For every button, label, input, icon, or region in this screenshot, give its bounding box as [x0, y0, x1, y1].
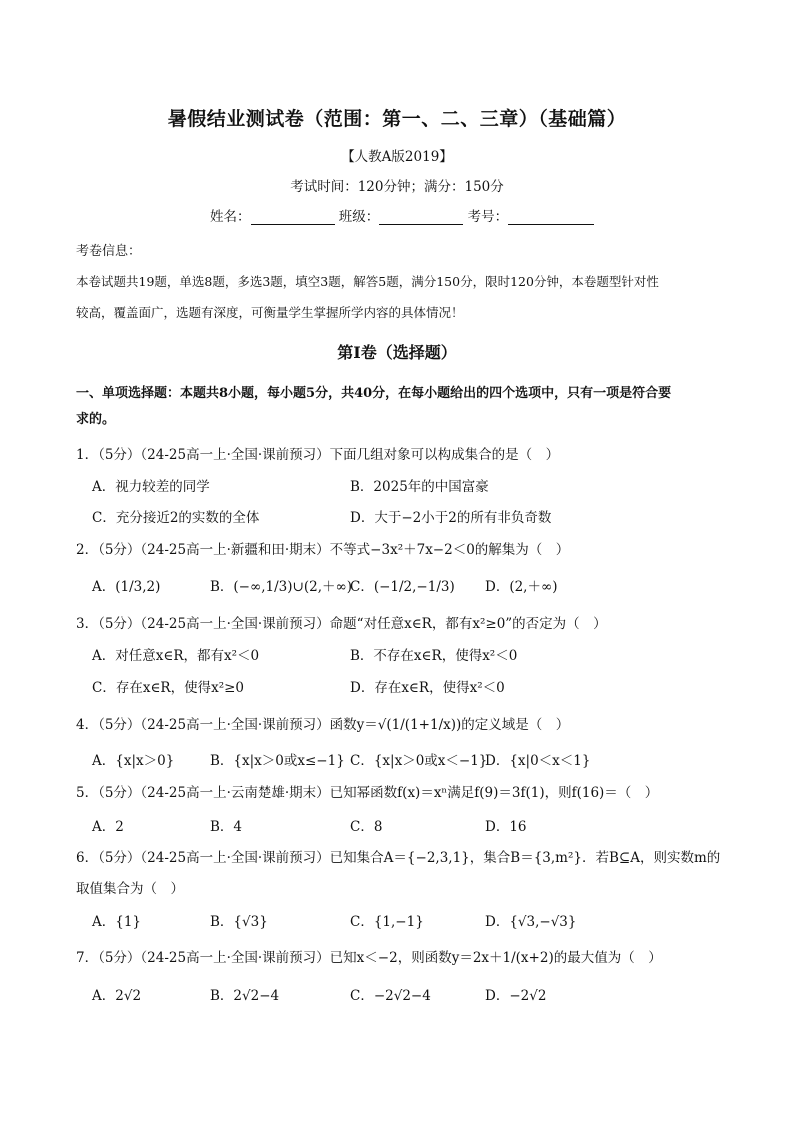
question-4-option-b[interactable]: B．{x|x＞0或x≤−1} — [210, 753, 345, 769]
question-7-option-a[interactable]: A．2√2 — [92, 988, 142, 1004]
class-blank[interactable] — [379, 208, 463, 225]
question-5-stem: 5．（5分）（24-25高一上·云南楚雄·期末）已知幂函数f(x)＝xⁿ满足f(9)＝3f(1)，则f(16)＝（ ） — [76, 785, 659, 801]
id-blank[interactable] — [508, 208, 594, 225]
question-4-option-a[interactable]: A．{x|x＞0} — [92, 753, 175, 769]
question-6-stem-continued: 取值集合为（ ） — [76, 881, 184, 897]
question-5-option-c[interactable]: C．8 — [350, 819, 383, 835]
part-instructions-line-2: 求的。 — [76, 412, 116, 427]
question-1-stem: 1．（5分）（24-25高一上·全国·课前预习）下面几组对象可以构成集合的是（ ） — [76, 447, 560, 463]
question-2-option-a[interactable]: A．(1/3,2) — [92, 579, 161, 595]
question-3-option-d[interactable]: D．存在x∈R，使得x²＜0 — [350, 680, 505, 696]
name-blank[interactable] — [251, 208, 335, 225]
question-4-option-c[interactable]: C．{x|x＞0或x＜−1} — [350, 753, 488, 769]
question-7-option-d[interactable]: D．−2√2 — [485, 988, 547, 1004]
question-1-option-b[interactable]: B．2025年的中国富豪 — [350, 479, 489, 495]
info-line-1: 本卷试题共19题，单选8题，多选3题，填空3题，解答5题，满分150分，限时120分钟，本卷题型针对性 — [76, 274, 659, 289]
question-7-option-c[interactable]: C．−2√2−4 — [350, 988, 431, 1004]
info-label: 考卷信息： — [76, 244, 142, 259]
question-1-option-c[interactable]: C．充分接近2的实数的全体 — [92, 510, 260, 526]
id-label: 考号： — [467, 209, 509, 225]
question-2-stem: 2．（5分）（24-25高一上·新疆和田·期末）不等式−3x²＋7x−2＜0的解集为（ ） — [76, 542, 570, 558]
exam-title: 暑假结业测试卷（范围：第一、二、三章）（基础篇） — [167, 108, 627, 130]
edition-label: 【人教A版2019】 — [341, 149, 453, 165]
question-3-stem: 3．（5分）（24-25高一上·全国·课前预习）命题“对任意x∈R，都有x²≥0”的否定为（ ） — [76, 616, 607, 632]
question-1-option-a[interactable]: A．视力较差的同学 — [92, 479, 210, 495]
question-7-option-b[interactable]: B．2√2−4 — [210, 988, 280, 1004]
question-4-option-d[interactable]: D．{x|0＜x＜1} — [485, 753, 591, 769]
question-1-option-d[interactable]: D．大于−2小于2的所有非负奇数 — [350, 510, 552, 526]
question-6-option-a[interactable]: A．{1} — [92, 914, 142, 930]
question-6-option-c[interactable]: C．{1,−1} — [350, 914, 424, 930]
section-title: 第Ⅰ卷（选择题） — [337, 343, 457, 362]
question-6-stem: 6．（5分）（24-25高一上·全国·课前预习）已知集合A＝{−2,3,1}，集合B＝{3,m²}．若B⊆A，则实数m的 — [76, 850, 721, 866]
question-7-stem: 7．（5分）（24-25高一上·全国·课前预习）已知x＜−2，则函数y＝2x＋1/(x+2)的最大值为（ ） — [76, 950, 662, 966]
question-4-stem: 4．（5分）（24-25高一上·全国·课前预习）函数y＝√(1/(1+1/x))的定义域是（ ） — [76, 717, 570, 733]
info-line-2: 较高，覆盖面广，选题有深度，可衡量学生掌握所学内容的具体情况！ — [76, 305, 464, 320]
question-2-option-b[interactable]: B．(−∞,1/3)∪(2,＋∞) — [210, 579, 353, 595]
class-label: 班级： — [338, 209, 380, 225]
question-3-option-c[interactable]: C．存在x∈R，使得x²≥0 — [92, 680, 245, 696]
name-label: 姓名： — [210, 209, 251, 225]
question-2-option-d[interactable]: D．(2,＋∞) — [485, 579, 558, 595]
question-6-option-d[interactable]: D．{√3,−√3} — [485, 914, 577, 930]
question-3-option-b[interactable]: B．不存在x∈R，使得x²＜0 — [350, 648, 518, 664]
question-5-option-d[interactable]: D．16 — [485, 819, 527, 835]
exam-time: 考试时间：120分钟；满分：150分 — [290, 179, 504, 195]
part-instructions-line-1: 一、单项选择题：本题共8小题，每小题5分，共40分，在每小题给出的四个选项中，只有一项是符合要 — [76, 386, 672, 401]
question-3-option-a[interactable]: A．对任意x∈R，都有x²＜0 — [92, 648, 260, 664]
question-5-option-a[interactable]: A．2 — [92, 819, 124, 835]
question-2-option-c[interactable]: C．(−1/2,−1/3) — [350, 579, 455, 595]
student-fields — [210, 205, 594, 225]
question-6-option-b[interactable]: B．{√3} — [210, 914, 268, 930]
question-5-option-b[interactable]: B．4 — [210, 819, 243, 835]
